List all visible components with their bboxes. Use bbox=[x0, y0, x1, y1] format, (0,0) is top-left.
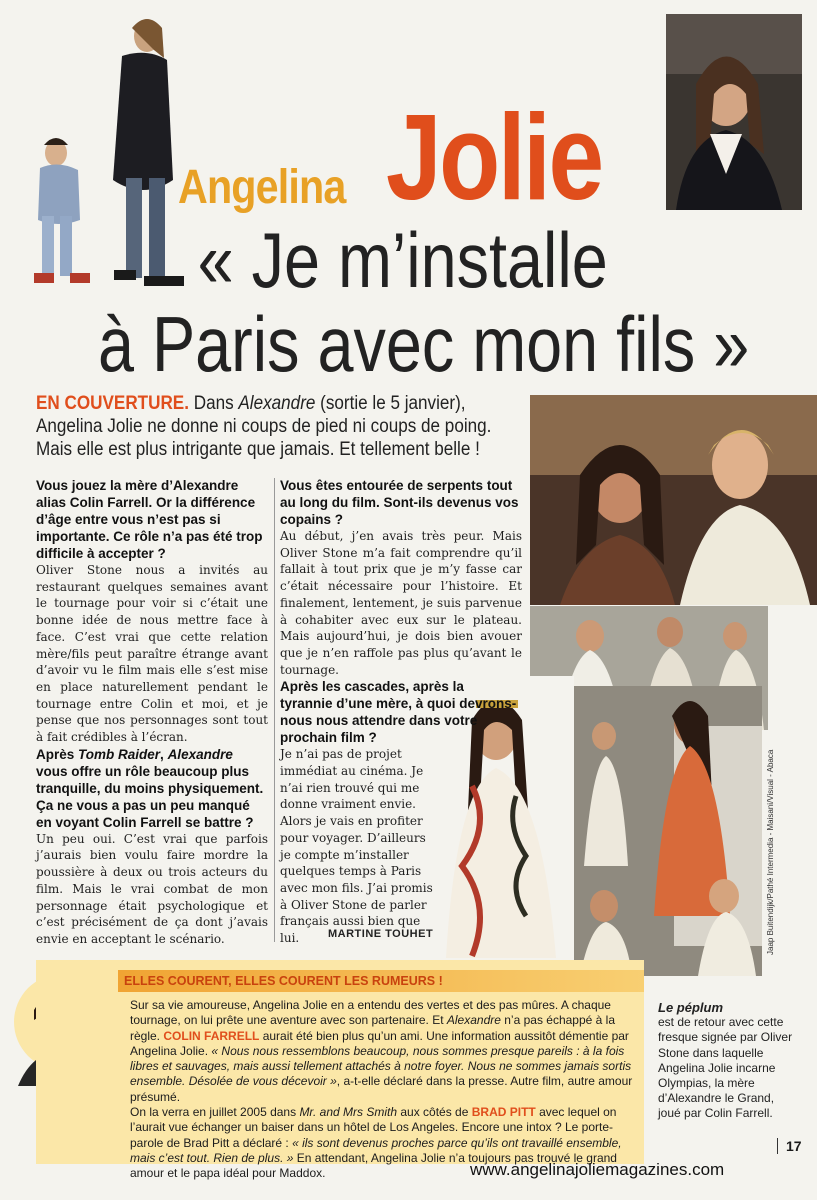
intro-label: EN COUVERTURE. bbox=[36, 393, 189, 414]
photo-film-still-court bbox=[574, 686, 762, 976]
column-divider bbox=[274, 478, 275, 942]
photo-credit: Jaap Buitendijk/Pathé Intermedia - Maisani/Visual - Abaca bbox=[766, 749, 775, 955]
headline-quote-line2: à Paris avec mon fils » bbox=[98, 300, 750, 388]
rumors-name-colin: COLIN FARRELL bbox=[163, 1028, 260, 1043]
headline-first-name: Angelina bbox=[178, 161, 346, 214]
page-number: 17 bbox=[777, 1138, 802, 1154]
headline-last-name: Jolie bbox=[386, 89, 602, 225]
column-1 bbox=[36, 477, 268, 948]
photo-caption bbox=[658, 1000, 798, 1122]
intro-text-2: (sortie le 5 janvier), Angelina Jolie ne donne ni coups de pied ni coups de poing. Mais elle est plus intrigante que jamais. Et tellement belle ! bbox=[36, 393, 492, 460]
website-url: www.angelinajoliemagazines.com bbox=[470, 1160, 725, 1179]
q2-mid: , bbox=[160, 746, 168, 762]
rumors-title: ELLES COURENT, ELLES COURENT LES RUMEURS ! bbox=[118, 970, 644, 992]
photo-film-still-couple bbox=[530, 395, 817, 605]
headline-quote-line1: « Je m’installe bbox=[197, 216, 608, 304]
question-2 bbox=[36, 746, 268, 831]
intro-text-1: Dans bbox=[188, 393, 239, 414]
q2-post: vous offre un rôle beaucoup plus tranquille, du moins physiquement. Ça ne vous a pas un peu manqué en voyant Colin Farrell se battre ? bbox=[36, 763, 264, 830]
question-1: Vous jouez la mère d’Alexandre alias Colin Farrell. Or la différence d’âge entre vous n’est pas si importante. Ce rôle n’a pas été trop difficile à accepter ? bbox=[36, 478, 263, 561]
rumors-p2: aurait été bien plus qu’un ami. Une information aussitôt démentie par Angelina Jolie. bbox=[130, 1028, 629, 1058]
rumors-p3: , a-t-elle déclaré dans la presse. Autre film, autre amour présumé. bbox=[130, 1074, 633, 1104]
question-4: Après les cascades, après la tyrannie d’une mère, à quoi devrons-nous nous attendre dans votre prochain film ? bbox=[280, 679, 517, 746]
caption-text: est de retour avec cette fresque signée par Oliver Stone dans laquelle Angelina Jolie incarne Olympias, la mère d’Alexandre le Grand, joué par Colin Farrell. bbox=[658, 1015, 793, 1121]
rumors-text bbox=[130, 998, 636, 1182]
answer-2: Un peu oui. C’est vrai que parfois j’aurais bien voulu faire mordre la poussière à deux ou trois acteurs du film. Mais le vrai combat de mon personnage était psychologique et c’est précisément de ça dont j’avais envie en acceptant le scénario. bbox=[36, 831, 268, 946]
rumors-p4-mid: aux côtés de bbox=[397, 1105, 472, 1120]
byline: MARTINE TOUHET bbox=[328, 928, 434, 940]
q2-pre: Après bbox=[36, 746, 79, 762]
column-2 bbox=[280, 477, 522, 947]
photo-angelina-portrait bbox=[666, 14, 802, 210]
rumors-p5: En attendant, Angelina Jolie n’a toujours pas trouvé le grand amour et le papa idéal pour Maddox. bbox=[130, 1150, 617, 1181]
rumors-p1-film: Alexandre bbox=[446, 1013, 501, 1028]
intro-paragraph bbox=[36, 392, 527, 461]
answer-1: Oliver Stone nous a invités au restaurant quelques semaines avant le tournage pour voir si c’était une bonne idée de nous mettre face à face. C’est vrai que cette relation mère/fils peut paraître étrange avant d’avoir vu le film mais elle s’est mise en place naturellement pendant le tournage entre Colin et moi, et je pense que nos personnages sont tout à fait crédibles à l’écran. bbox=[36, 563, 268, 745]
answer-3: Au début, j’en avais très peur. Mais Oliver Stone m’a fait comprendre qu’il fallait à tout prix que je m’y fasse car c’était nécessaire pour l’histoire. Et finalement, lentement, je suis parvenue à cohabiter avec eux sur le plateau. Mais aujourd’hui, je dois bien avouer que je n’en raffole pas plus qu’avant le tournage. bbox=[280, 529, 522, 677]
answer-4: Je n’ai pas de projet immédiat au cinéma. Je n’ai rien trouvé qui me donne vraiment envie. Alors je vais en profiter pour voyager. D’ailleurs je compte m’installer quelques temps à Paris avec mon fils. J’ai promis à Oliver Stone de parler français aussi bien que lui. bbox=[280, 747, 433, 946]
rumors-p4: On la verra en juillet 2005 dans bbox=[130, 1105, 300, 1120]
q2-film-2: Alexandre bbox=[167, 746, 233, 762]
headline-quote bbox=[98, 216, 750, 388]
rumors-p4-film: Mr. and Mrs Smith bbox=[299, 1105, 398, 1120]
rumors-quote-2: « ils sont devenus proches parce qu’ils ont travaillé ensemble, mais c’est tout. Rien de plus. » bbox=[130, 1135, 622, 1165]
intro-film-title: Alexandre bbox=[238, 393, 316, 414]
caption-title: Le péplum bbox=[658, 1000, 724, 1015]
rumors-p4-end: avec lequel on l’aurait vue échanger un baiser dans un hôtel de Los Angeles. Encore une intox ? Le porte-parole de Brad Pitt a déclaré : bbox=[130, 1105, 617, 1150]
question-3: Vous êtes entourée de serpents tout au long du film. Sont-ils devenus vos copains ? bbox=[280, 478, 519, 527]
rumors-p1: Sur sa vie amoureuse, Angelina Jolie en a entendu des vertes et des pas mûres. A chaque tournage, on lui prête une aventure avec son partenaire. Et bbox=[130, 998, 611, 1028]
rumors-quote-1: « Nous nous ressemblons beaucoup, nous sommes presque pareils : à la fois libres et sauvages, mais aussi tellement attachés à notre foyer. Nous ne sommes jamais sortis ensemble. Désolée de vous décevoir » bbox=[130, 1043, 632, 1089]
rumors-p1-end: n’a pas échappé à la règle. bbox=[130, 1013, 616, 1043]
q2-film-1: Tomb Raider bbox=[78, 746, 161, 762]
rumors-name-brad: BRAD PITT bbox=[471, 1105, 536, 1120]
